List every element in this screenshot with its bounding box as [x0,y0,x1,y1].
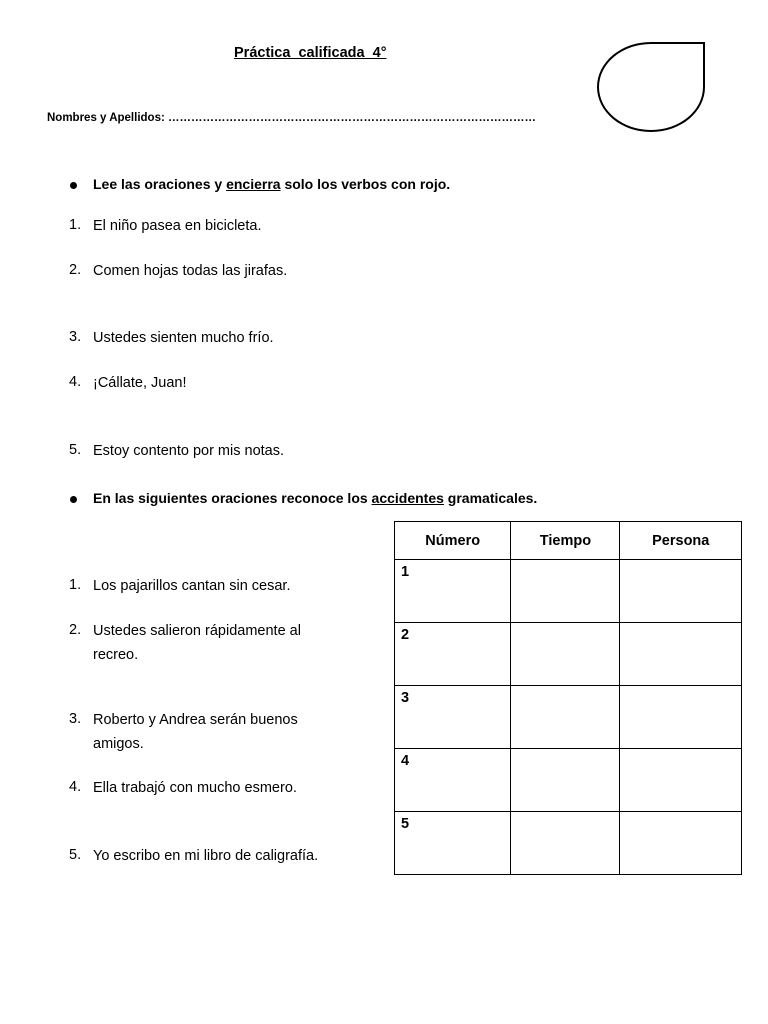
tiempo-cell[interactable] [511,623,620,686]
instruction-1 [0,176,768,196]
header-tiempo: Tiempo [511,522,620,560]
table-row [395,749,742,812]
header-numero: Número [395,522,511,560]
tiempo-cell[interactable] [511,749,620,812]
row-number: 5 [395,812,511,875]
header-persona: Persona [620,522,742,560]
table-row [395,812,742,875]
persona-cell[interactable] [620,749,742,812]
table-header-row [395,522,742,560]
tiempo-cell[interactable] [511,812,620,875]
grade-box [597,42,705,132]
page-title: Práctica calificada 4° [234,45,387,61]
row-number: 4 [395,749,511,812]
bullet-icon [70,182,77,189]
table-row [395,623,742,686]
instruction-1-text: Lee las oraciones y encierra solo los verbos con rojo. [93,176,451,192]
name-label: Nombres y Apellidos: [47,112,168,124]
tiempo-cell[interactable] [511,686,620,749]
persona-cell[interactable] [620,686,742,749]
instruction-2 [0,490,768,510]
instruction-2-text: En las siguientes oraciones reconoce los accidentes gramaticales. [93,490,538,506]
bullet-icon [70,496,77,503]
persona-cell[interactable] [620,623,742,686]
tiempo-cell[interactable] [511,560,620,623]
accidents-table [394,521,742,875]
persona-cell[interactable] [620,560,742,623]
table-row [395,686,742,749]
row-number: 2 [395,623,511,686]
name-dots: …………………………………………………………………………………… [168,112,536,124]
row-number: 3 [395,686,511,749]
name-field [47,112,536,124]
row-number: 1 [395,560,511,623]
table-row [395,560,742,623]
persona-cell[interactable] [620,812,742,875]
